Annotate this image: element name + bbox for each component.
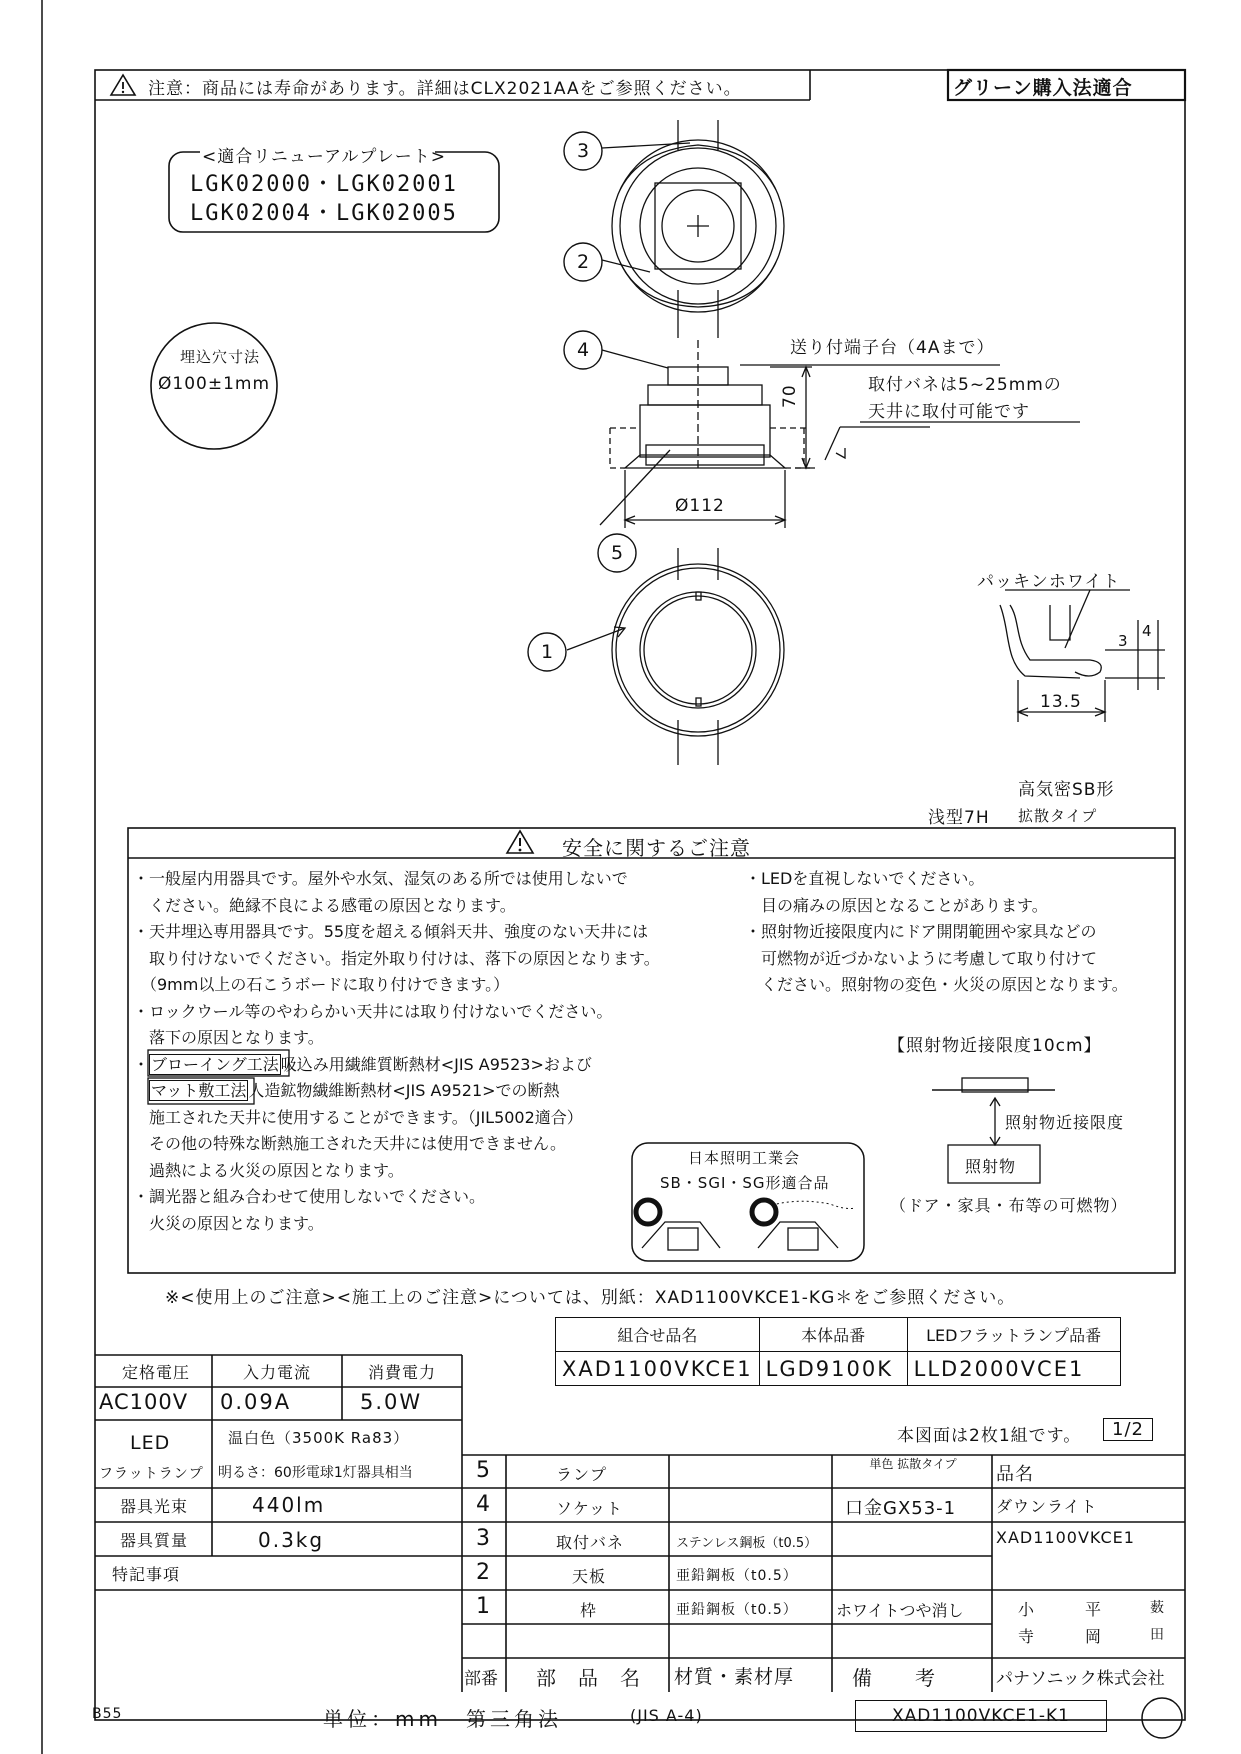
approval-circle — [1140, 1696, 1184, 1740]
irradiated-object-label: 照射物 — [965, 1157, 1017, 1176]
safety-right-line: 目の痛みの原因となることがあります。 — [745, 895, 1048, 915]
spring-note-line1: 取付バネは5~25mmの — [868, 375, 1062, 395]
safety-left-line: ・調光器と組み合わせて使用しないでください。 — [133, 1187, 486, 1206]
combo-header: 本体品番 — [759, 1318, 907, 1352]
dim-4: 4 — [1142, 622, 1153, 640]
part-name: ランプ — [556, 1465, 608, 1484]
part-name: ソケット — [556, 1499, 624, 1518]
diameter-dimension: Ø112 — [675, 496, 725, 516]
unit-projection: 単位：mm 第三角法 — [323, 1707, 562, 1731]
color-temp: 温白色（3500K Ra83） — [228, 1429, 410, 1447]
proximity-title: 【照射物近接限度10cm】 — [888, 1036, 1102, 1056]
proximity-label: 照射物近接限度 — [1005, 1113, 1125, 1132]
product-name: ダウンライト — [996, 1497, 1098, 1516]
safety-left-line: 過熱による火災の原因となります。 — [133, 1160, 404, 1180]
safety-left-line: 火災の原因となります。 — [133, 1213, 324, 1233]
led-label-a: LED — [130, 1432, 171, 1454]
flux-label: 器具光束 — [120, 1497, 189, 1516]
voltage-header: 定格電圧 — [122, 1363, 191, 1382]
part-no: 4 — [476, 1492, 491, 1517]
sheet-note: 本図面は2枚1組です。 — [897, 1426, 1082, 1446]
part-no: 5 — [476, 1458, 491, 1483]
renewal-plate-title: <適合リニューアルプレート> — [202, 147, 446, 167]
sheet-number: 1/2 — [1103, 1418, 1153, 1441]
mass-label: 器具質量 — [120, 1531, 189, 1550]
parts-header-name: 部 品 名 — [536, 1666, 641, 1690]
safety-left-line: 落下の原因となります。 — [133, 1028, 324, 1047]
type-line2b: 拡散タイプ — [1018, 807, 1098, 825]
dim-13-5: 13.5 — [1040, 692, 1082, 712]
callout-5: 5 — [611, 542, 625, 564]
jlma-name: 日本照明工業会 — [688, 1149, 801, 1167]
combo-body-no: LGD9100K — [759, 1352, 907, 1386]
jlma-conformity: SB・SGI・SG形適合品 — [660, 1174, 830, 1192]
spring-note-line2: 天井に取付可能です — [868, 402, 1030, 422]
part-no: 3 — [476, 1526, 491, 1551]
safety-left-line: ・一般屋内用器具です。屋外や水気、湿気のある所では使用しないで — [133, 869, 628, 888]
sheet-code: B55 — [92, 1706, 123, 1722]
hole-value: Ø100±1mm — [158, 374, 271, 394]
signature-5: 岡 — [1085, 1627, 1103, 1646]
special-notes-label: 特記事項 — [112, 1565, 181, 1584]
hole-label: 埋込穴寸法 — [180, 348, 261, 366]
company-name: パナソニック株式会社 — [996, 1669, 1165, 1689]
product-label: 品名 — [996, 1464, 1034, 1485]
power-value: 5.0W — [360, 1390, 423, 1414]
combo-header: 組合せ品名 — [556, 1318, 760, 1352]
safety-right-line: ください。照射物の変色・火災の原因となります。 — [745, 975, 1128, 994]
green-purchase-label: グリーン購入法適合 — [953, 77, 1133, 99]
voltage-value: AC100V — [99, 1390, 189, 1414]
callout-2: 2 — [577, 251, 591, 273]
part-note: 口金GX53-1 — [845, 1498, 957, 1519]
safety-right-line: ・LEDを直視しないでください。 — [745, 869, 985, 888]
mat-method-text: 人造鉱物繊維断熱材<JIS A9521>での断熱 — [248, 1081, 560, 1100]
part-material: 亜鉛鋼板（t0.5） — [676, 1602, 798, 1618]
safety-left-line: ・天井埋込専用器具です。55度を超える傾斜天井、強度のない天井には — [133, 922, 649, 941]
safety-left-line: 取り付けないでください。指定外取り付けは、落下の原因となります。 — [133, 948, 660, 968]
parts-header-material: 材質・素材厚 — [674, 1666, 795, 1688]
led-label-b: フラットランプ — [99, 1466, 204, 1482]
part-name: 枠 — [580, 1601, 598, 1620]
signature-3: 薮 — [1150, 1600, 1165, 1616]
jis-standard: (JIS A-4) — [630, 1706, 703, 1725]
safety-title: 安全に関するご注意 — [562, 836, 751, 860]
packing-label: パッキンホワイト — [977, 572, 1121, 592]
part-name: 取付バネ — [556, 1533, 625, 1552]
safety-blowing-line: ・ ブローイング工法 吸込み用繊維質断熱材<JIS A9523>および — [133, 1054, 592, 1074]
signature-1: 小 — [1018, 1600, 1036, 1619]
parts-header-no: 部番 — [464, 1669, 498, 1689]
flux-value: 440lm — [252, 1493, 326, 1517]
part-name: 天板 — [572, 1567, 607, 1586]
callout-1: 1 — [541, 641, 555, 663]
combo-header: LEDフラットランプ品番 — [907, 1318, 1120, 1352]
signature-6: 田 — [1150, 1627, 1165, 1643]
safety-left-line: （9mm以上の石こうボードに取り付けできます。） — [133, 975, 510, 994]
type-line2a: 浅型7H — [928, 808, 990, 828]
reference-note: ※<使用上のご注意><施工上のご注意>については、別紙：XAD1100VKCE1-KG＊をご参照ください。 — [165, 1288, 1016, 1308]
blowing-method-boxed: ブローイング工法 — [151, 1054, 279, 1074]
signature-2: 平 — [1085, 1600, 1103, 1619]
parts-header-note: 備 考 — [852, 1666, 936, 1690]
power-header: 消費電力 — [368, 1363, 437, 1382]
renewal-plate-line2: LGK02004・LGK02005 — [190, 201, 458, 226]
part-no: 2 — [476, 1560, 491, 1585]
signature-4: 寺 — [1018, 1627, 1036, 1646]
part-material: ステンレス鋼板（t0.5） — [676, 1536, 818, 1551]
flammable-note: （ドア・家具・布等の可燃物） — [890, 1196, 1128, 1215]
part-note: ホワイトつや消し — [836, 1601, 964, 1620]
blowing-method-text: 吸込み用繊維質断熱材<JIS A9523>および — [280, 1054, 592, 1074]
callout-4: 4 — [577, 339, 591, 361]
drawing-number: XAD1100VKCE1-K1 — [855, 1700, 1107, 1732]
renewal-plate-line1: LGK02000・LGK02001 — [190, 172, 458, 197]
safety-left-line: ください。絶縁不良による感電の原因となります。 — [133, 895, 516, 915]
safety-left-line: その他の特殊な断熱施工された天井には使用できません。 — [133, 1134, 566, 1153]
product-code: XAD1100VKCE1 — [996, 1528, 1135, 1547]
part-note: 単色 拡散タイプ — [869, 1457, 957, 1471]
safety-right-line: ・照射物近接限度内にドア開閉範囲や家具などの — [745, 922, 1097, 941]
safety-left-line: 施工された天井に使用することができます。（JIL5002適合） — [133, 1107, 583, 1127]
part-no: 1 — [476, 1594, 491, 1619]
mat-method-boxed: マット敷工法 — [151, 1081, 247, 1100]
combo-lamp-no: LLD2000VCE1 — [907, 1352, 1120, 1386]
safety-left-line: ・ロックウール等のやわらかい天井には取り付けないでください。 — [133, 1001, 613, 1021]
dim-3: 3 — [1118, 632, 1129, 650]
type-line1: 高気密SB形 — [1018, 780, 1115, 800]
brightness: 明るさ：60形電球1灯器具相当 — [218, 1465, 413, 1481]
current-value: 0.09A — [220, 1390, 292, 1414]
mass-value: 0.3kg — [258, 1528, 325, 1552]
callout-3: 3 — [577, 140, 591, 162]
current-header: 入力電流 — [243, 1363, 312, 1382]
safety-right-line: 可燃物が近づかないように考慮して取り付けて — [745, 948, 1098, 968]
part-material: 亜鉛鋼板（t0.5） — [676, 1568, 798, 1584]
height-dimension: 70 — [780, 384, 800, 408]
header-warning: 注意：商品には寿命があります。詳細はCLX2021AAをご参照ください。 — [148, 79, 742, 99]
combo-product: XAD1100VKCE1 — [556, 1352, 760, 1386]
terminal-note: 送り付端子台（4Aまで） — [790, 338, 995, 358]
